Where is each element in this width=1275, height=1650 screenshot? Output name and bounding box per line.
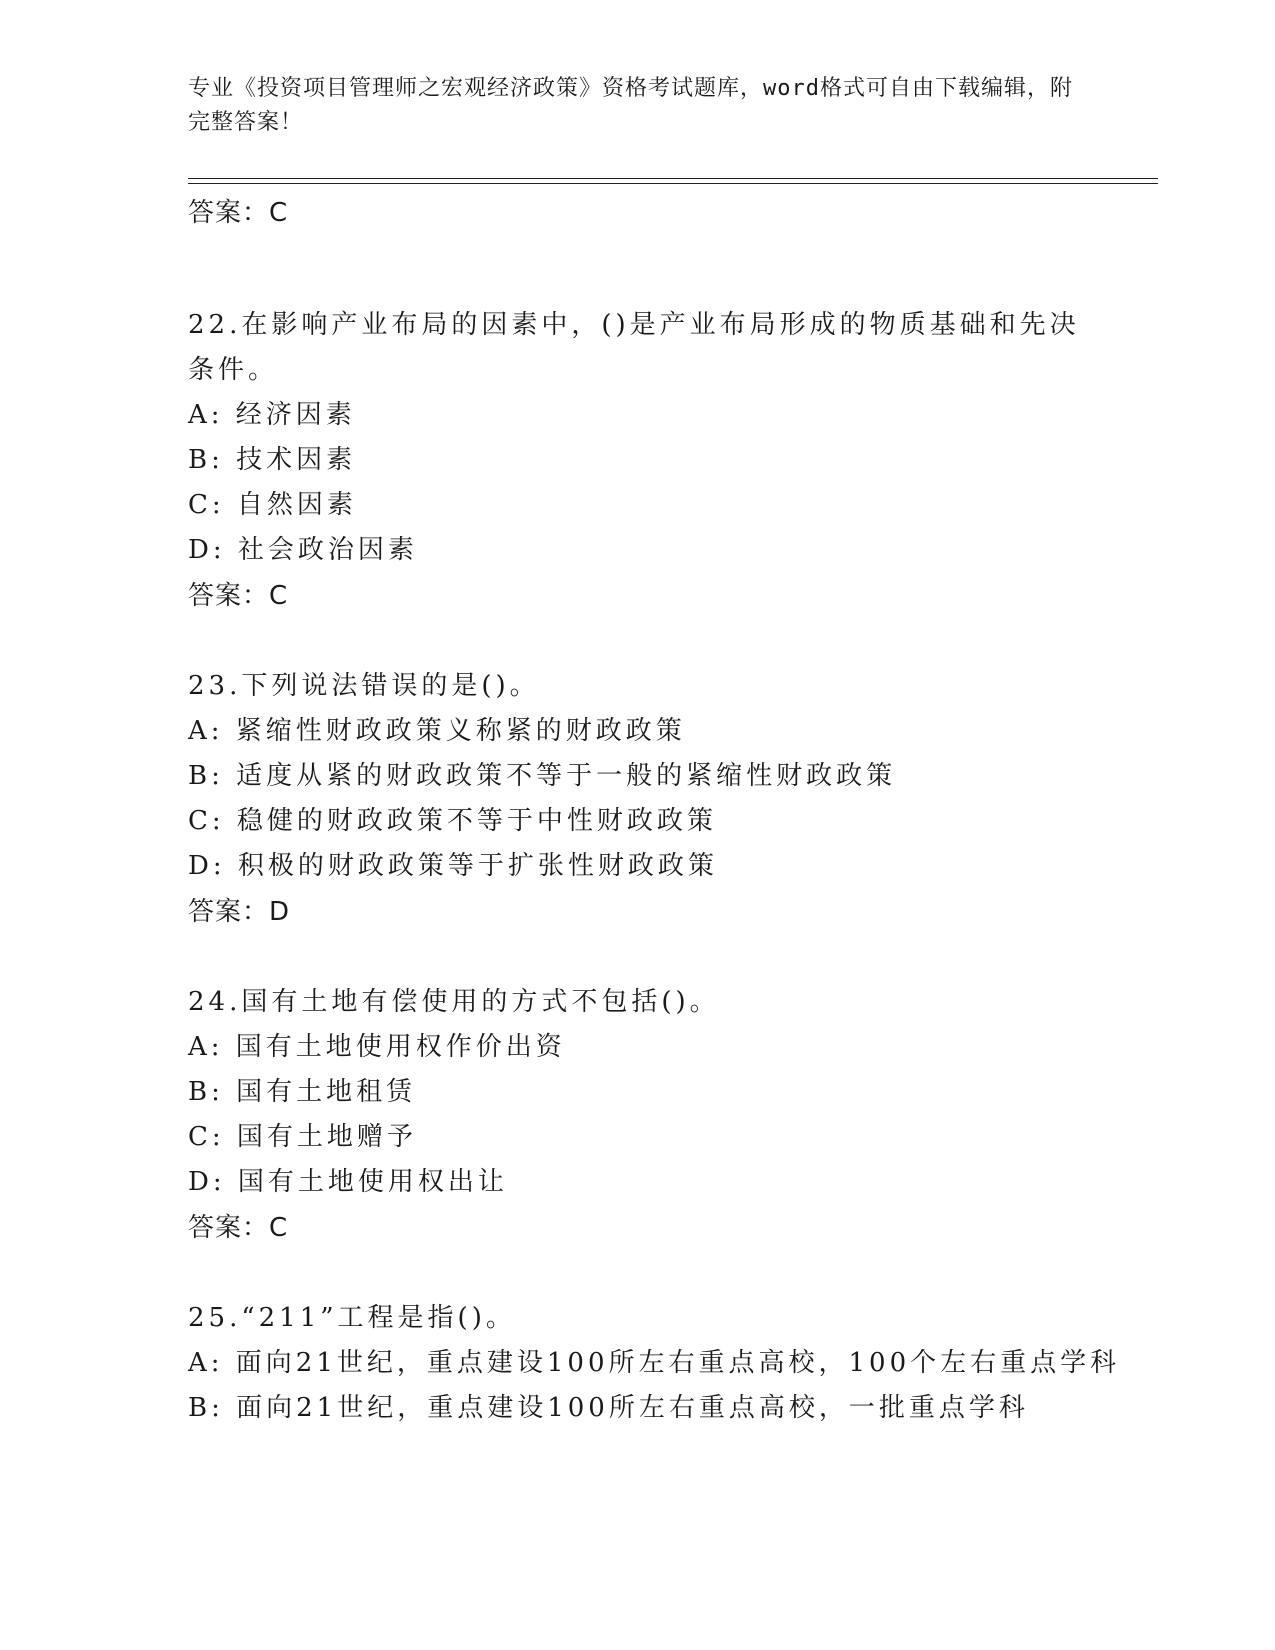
option-a: A: 面向21世纪，重点建设100所左右重点高校，100个左右重点学科 [188,1348,1121,1378]
option-d: D: 社会政治因素 [188,535,418,565]
page-header: 专业《投资项目管理师之宏观经济政策》资格考试题库，word格式可自由下载编辑，附完整答案！ [188,76,1073,135]
question-stem: 25.“211”工程是指()。 [188,1303,516,1333]
option-c: C: 稳健的财政政策不等于中性财政政策 [188,806,717,836]
header-rule-top [188,178,1158,179]
question-stem: 22.在影响产业布局的因素中，()是产业布局形成的物质基础和先决条件。 [188,310,1080,385]
option-b: B: 适度从紧的财政政策不等于一般的紧缩性财政政策 [188,761,897,791]
option-b: B: 面向21世纪，重点建设100所左右重点高校，一批重点学科 [188,1393,1029,1423]
question-block [188,664,1088,935]
question-stem: 23.下列说法错误的是()。 [188,671,540,701]
option-d: D: 国有土地使用权出让 [188,1167,508,1197]
option-c: C: 自然因素 [188,490,357,520]
option-d: D: 积极的财政政策等于扩张性财政政策 [188,851,718,881]
spacer [188,1251,1088,1296]
option-b: B: 国有土地租赁 [188,1077,417,1107]
question-block [188,1296,1121,1431]
spacer [188,935,1088,980]
option-a: A: 紧缩性财政政策义称紧的财政政策 [188,716,686,746]
option-a: A: 国有土地使用权作价出资 [188,1032,566,1062]
question-stem: 24.国有土地有偿使用的方式不包括()。 [188,987,720,1017]
answer-line: 答案：C [188,198,289,228]
answer-line: 答案：D [188,897,291,927]
spacer [188,236,1088,281]
answer-line: 答案：C [188,1213,289,1243]
question-list [188,190,1121,1431]
answer-line: 答案：C [188,581,289,611]
spacer [188,619,1088,664]
option-a: A: 经济因素 [188,400,356,430]
option-b: B: 技术因素 [188,445,357,475]
question-block [188,980,1088,1251]
header-rule-bottom [188,183,1158,184]
option-c: C: 国有土地赠予 [188,1122,417,1152]
question-block [188,303,1088,619]
